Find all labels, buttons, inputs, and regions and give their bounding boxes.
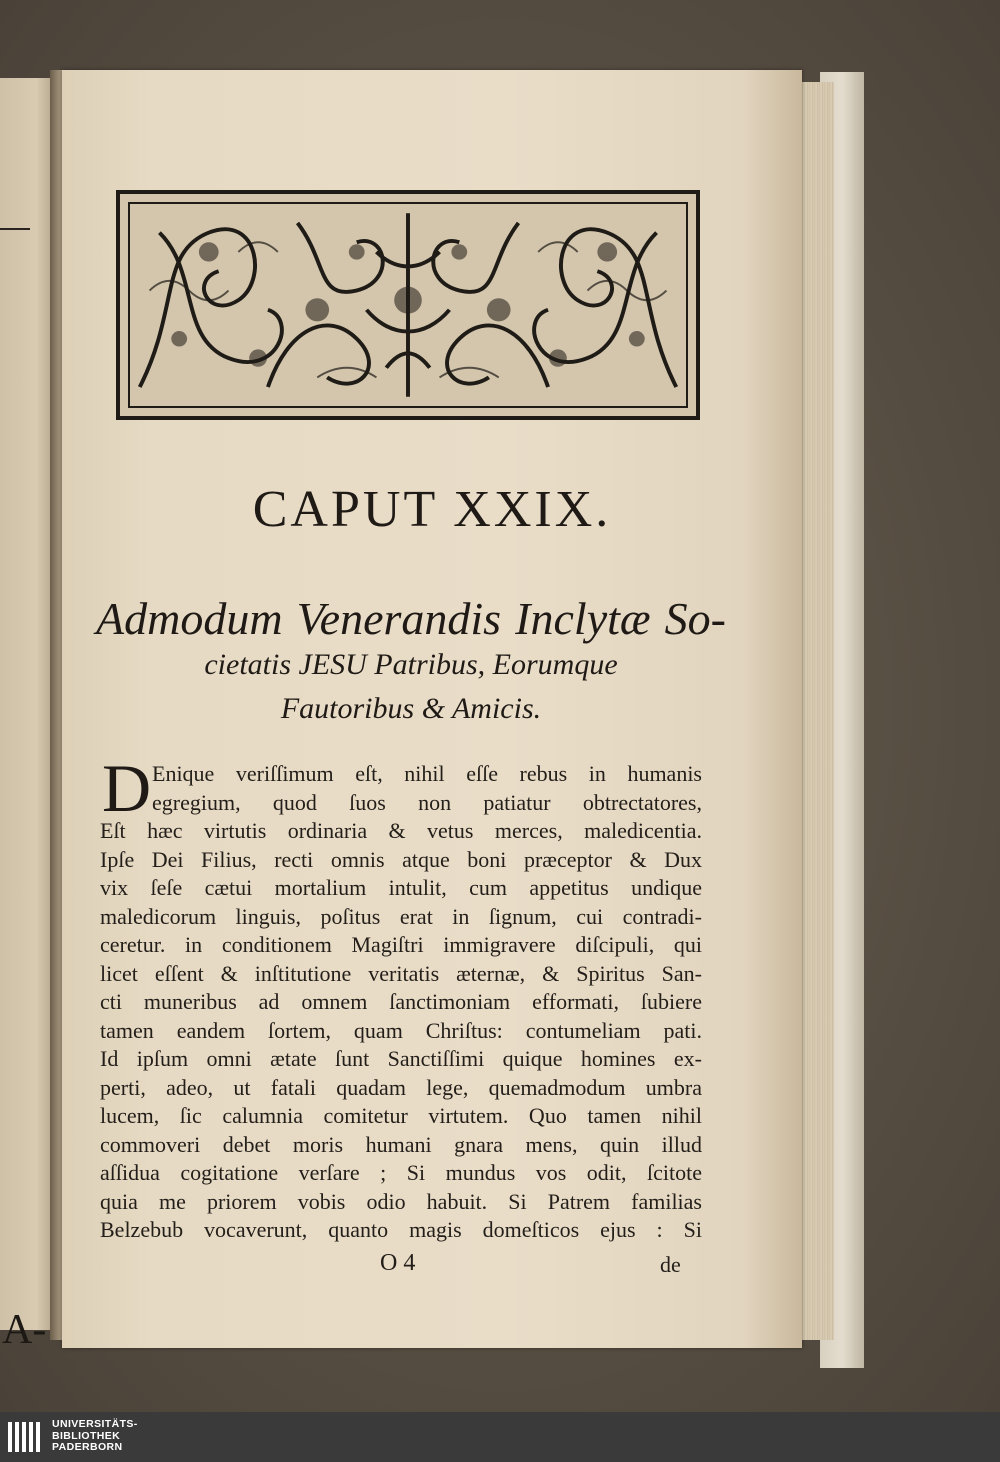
body-paragraph [100,750,702,1245]
left-page-edge [0,78,55,1353]
library-name [52,1419,138,1454]
library-name-line: PADERBORN [52,1441,123,1453]
chapter-subtitle-line-1: Admodum Venerandis Inclytæ So- [96,593,726,644]
body-line: ceretur. in conditionem Magiſtri immigravere diſcipuli, qui [100,932,702,957]
drop-capital: D [102,750,152,826]
body-line: licet eſſent & inſtitutione veritatis æternæ, & Spiritus San- [100,960,702,986]
chapter-heading: CAPUT XXIX. [252,481,612,538]
body-line: vix ſeſe cætui mortalium intulit, cum appetitus undique [100,875,702,900]
left-page-letters: A- [2,1307,47,1353]
chapter-subtitle-line-3: Fautoribus & Amicis. [280,692,542,725]
body-line: Ipſe Dei Filius, recti omnis atque boni præceptor & Dux [100,846,702,872]
body-line: perti, adeo, ut fatali quadam lege, quemadmodum umbra [100,1074,702,1100]
body-line: aſſidua cogitatione verſare ; Si mundus vos odit, ſcitote [100,1160,702,1185]
body-line: Belzebub vocaverunt, quanto magis domeſticos ejus : Si [100,1217,702,1242]
body-line: commoveri debet moris humani gnara mens, quin illud [100,1131,702,1157]
library-name-line: UNIVERSITÄTS- [52,1418,138,1430]
library-banner [0,1412,1000,1462]
body-line: cti muneribus ad omnem ſanctimoniam efformati, ſubiere [100,989,702,1014]
ornament-foliage-icon [120,194,696,416]
left-page-rule [0,228,30,230]
body-line: Id ipſum omni ætate ſunt Sanctiſſimi quique homines ex- [100,1046,702,1071]
library-name-line: BIBLIOTHEK [52,1429,121,1442]
catchword: de [660,1252,681,1277]
headpiece-ornament [116,190,700,420]
body-line: Eſt hæc virtutis ordinaria & vetus merces, maledicentia. [100,818,702,843]
library-logo-icon [8,1420,42,1454]
chapter-subtitle-line-2: cietatis JESU Patribus, Eorumque [204,648,618,681]
body-line: quia me priorem vobis odio habuit. Si Patrem familias [100,1188,702,1214]
body-line: egregium, quod ſuos non patiatur obtrectatores, [152,789,702,815]
body-line: maledicorum linguis, poſitus erat in ſignum, cui contradi- [100,903,702,929]
body-line: tamen eandem ſortem, quam Chriſtus: contumeliam pati. [100,1017,702,1043]
body-line: Enique veriſſimum eſt, nihil eſſe rebus in humanis [152,761,702,786]
signature-mark: O 4 [380,1250,416,1276]
body-line: lucem, ſic calumnia comitetur virtutem. Quo tamen nihil [100,1103,702,1128]
